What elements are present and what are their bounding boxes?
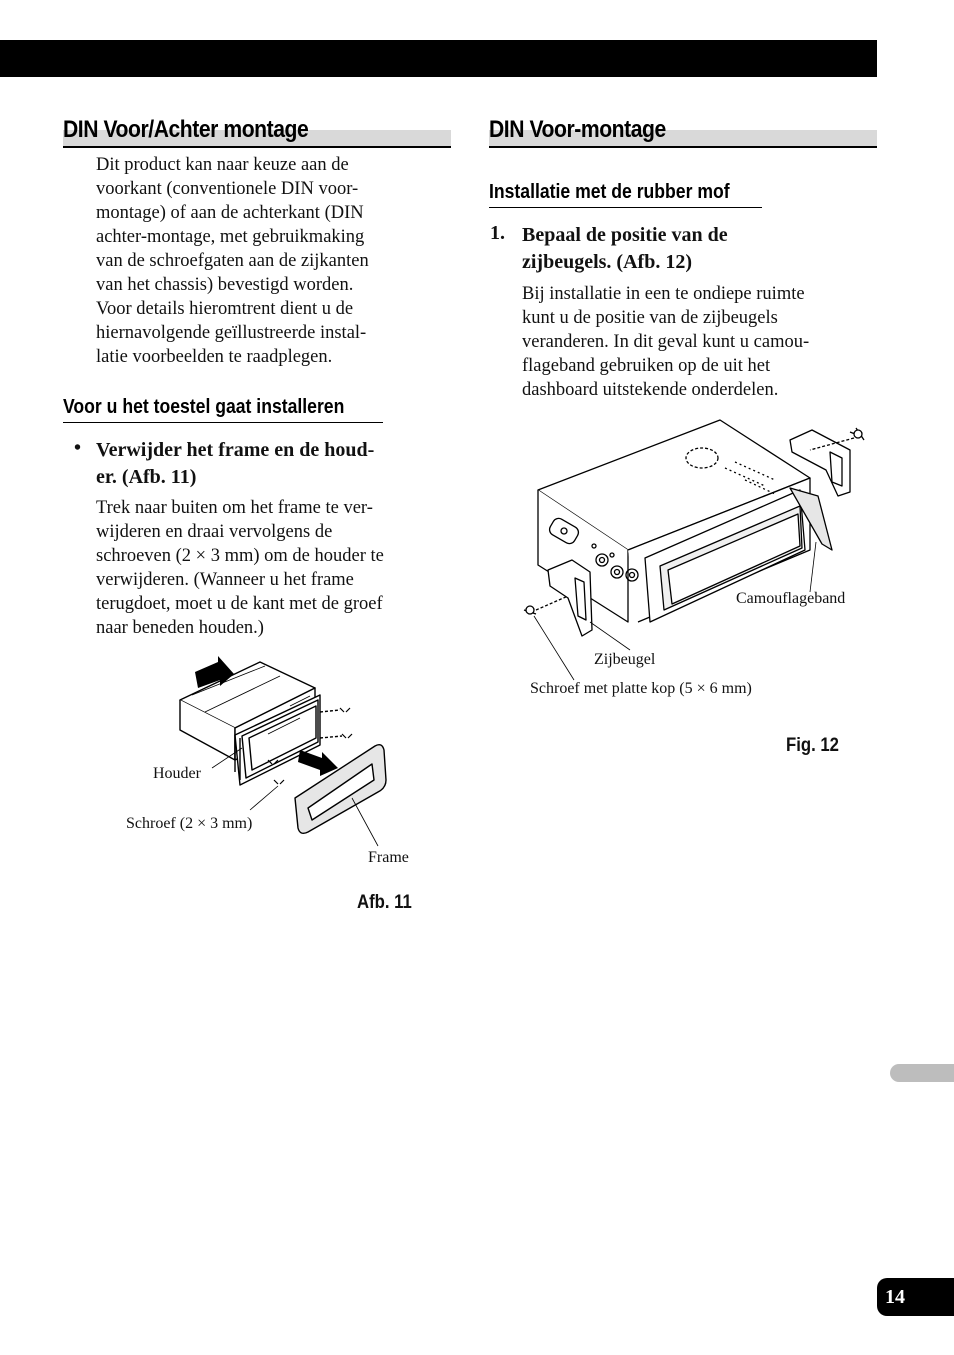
text-line: Trek naar buiten om het frame te ver- <box>96 498 373 518</box>
text-line: er. (Afb. 11) <box>96 466 197 488</box>
text-line: flageband gebruiken op de uit het <box>522 356 771 376</box>
text-line: Dit product kan naar keuze aan de <box>96 155 349 175</box>
text-line: dashboard uitstekende onderdelen. <box>522 380 779 400</box>
intro-paragraph <box>96 153 369 369</box>
figure-caption-afb-11: Afb. 11 <box>357 892 412 913</box>
subheading-voor-installeren <box>63 396 383 423</box>
bullet-marker: • <box>74 437 82 459</box>
figure-12-illustration <box>520 410 870 700</box>
figure-label-houder: Houder <box>153 765 201 782</box>
step-heading <box>522 222 728 276</box>
text-line: veranderen. In dit geval kunt u camou- <box>522 332 810 352</box>
text-line: van de schroefgaten aan de zijkanten <box>96 251 369 271</box>
section-heading-din-voor-achter <box>63 116 451 148</box>
step-body <box>96 496 384 640</box>
figure-label-camouflageband: Camouflageband <box>736 590 846 607</box>
text-line: Bij installatie in een te ondiepe ruimte <box>522 284 805 304</box>
figure-11-illustration <box>150 650 420 870</box>
step-heading <box>96 437 374 491</box>
text-line: wijderen en draai vervolgens de <box>96 522 333 542</box>
text-line: van het chassis) bevestigd worden. <box>96 275 354 295</box>
text-line: achter-montage, met gebruikmaking <box>96 227 365 247</box>
section-heading-din-voor <box>489 116 877 148</box>
step-number: 1. <box>490 222 505 244</box>
text-line: hiernavolgende geïllustreerde instal- <box>96 323 367 343</box>
subheading-text: Voor u het toestel gaat installeren <box>63 396 345 418</box>
text-line: terugdoet, moet u de kant met de groef <box>96 594 383 614</box>
text-line: voorkant (conventionele DIN voor- <box>96 179 359 199</box>
subheading-rubber-mof <box>489 181 762 208</box>
figure-label-zijbeugel: Zijbeugel <box>594 651 656 668</box>
page-number: 14 <box>877 1278 954 1316</box>
figure-label-schroef: Schroef (2 × 3 mm) <box>126 815 253 832</box>
figure-caption-fig-12: Fig. 12 <box>786 735 839 756</box>
subheading-text: Installatie met de rubber mof <box>489 181 730 203</box>
text-line: montage) of aan de achterkant (DIN <box>96 203 364 223</box>
text-line: schroeven (2 × 3 mm) om de houder te <box>96 546 384 566</box>
figure-label-frame: Frame <box>368 849 409 866</box>
text-line: Voor details hieromtrent dient u de <box>96 299 354 319</box>
section-heading-text: DIN Voor-montage <box>489 116 666 143</box>
text-line: verwijderen. (Wanneer u het frame <box>96 570 354 590</box>
header-bar <box>0 40 877 77</box>
text-line: naar beneden houden.) <box>96 618 264 638</box>
text-line: Bepaal de positie van de <box>522 224 728 246</box>
text-line: Verwijder het frame en de houd- <box>96 439 375 461</box>
text-line: latie voorbeelden te raadplegen. <box>96 347 333 367</box>
language-tab-marker <box>890 1064 954 1082</box>
figure-label-schroef-platte-kop: Schroef met platte kop (5 × 6 mm) <box>530 680 752 697</box>
text-line: zijbeugels. (Afb. 12) <box>522 251 692 273</box>
step-body <box>522 282 809 402</box>
section-heading-text: DIN Voor/Achter montage <box>63 116 309 143</box>
text-line: kunt u de positie van de zijbeugels <box>522 308 778 328</box>
